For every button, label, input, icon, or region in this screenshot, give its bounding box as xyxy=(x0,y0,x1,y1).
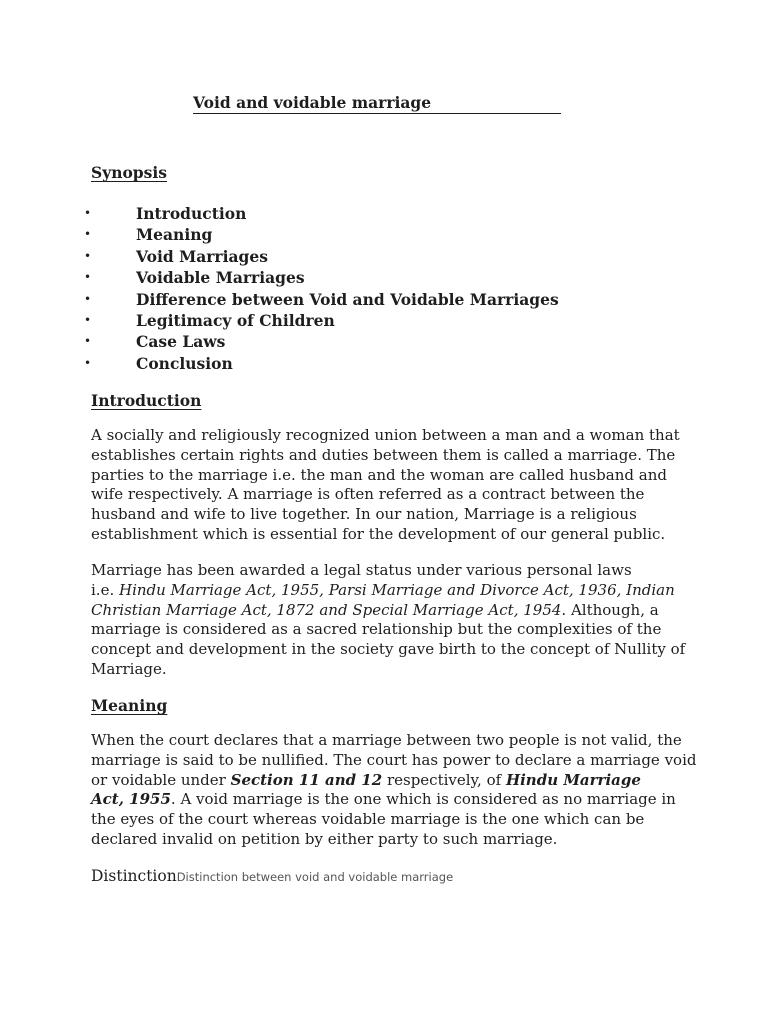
paragraph-line: Marriage. xyxy=(91,659,167,678)
synopsis-item-legitimacy: Legitimacy of Children xyxy=(136,310,335,330)
paragraph-line xyxy=(91,601,691,621)
bullet-icon: • xyxy=(84,248,92,263)
synopsis-item-introduction: Introduction xyxy=(136,204,247,223)
synopsis-item-difference: Difference between Void and Voidable Marriages xyxy=(136,289,559,309)
statute-citation: Hindu Marriage Act, 1955, Parsi Marriage and Divorce Act, 1936, Indian xyxy=(118,580,675,599)
synopsis-item-conclusion: Conclusion xyxy=(136,353,233,373)
bullet-icon: • xyxy=(84,312,92,327)
bullet-icon: • xyxy=(84,206,92,220)
bullet-icon: • xyxy=(84,227,92,242)
paragraph-line: A socially and religiously recognized union between a man and a woman that xyxy=(91,426,680,444)
paragraph-line: Marriage has been awarded a legal status under various personal laws xyxy=(91,561,632,579)
meaning-heading: Meaning xyxy=(91,696,168,715)
bullet-icon: • xyxy=(84,291,92,306)
document-title: Void and voidable marriage xyxy=(193,93,561,114)
statute-citation: Act, 1955 xyxy=(91,790,171,809)
introduction-heading: Introduction xyxy=(91,391,202,410)
paragraph-line: concept and development in the society gave birth to the concept of Nullity of xyxy=(91,640,686,659)
synopsis-item-case-laws: Case Laws xyxy=(136,332,226,352)
distinction-heading: Distinction xyxy=(91,867,177,885)
text-run: or voidable under xyxy=(91,770,231,789)
paragraph-line: wife respectively. A marriage is often referred as a contract between the xyxy=(91,485,645,504)
statute-citation: Hindu Marriage xyxy=(505,770,641,789)
text-run: i.e. xyxy=(91,580,119,599)
synopsis-item-meaning: Meaning xyxy=(136,225,213,245)
meaning-paragraph xyxy=(91,731,697,850)
paragraph-line: When the court declares that a marriage between two people is not valid, the xyxy=(91,731,682,749)
introduction-paragraph-1 xyxy=(91,426,691,545)
synopsis-item-voidable-marriages: Voidable Marriages xyxy=(136,268,305,288)
paragraph-line: marriage is said to be nullified. The court has power to declare a marriage void xyxy=(91,750,697,769)
paragraph-line: the eyes of the court whereas voidable marriage is the one which can be xyxy=(91,810,645,829)
paragraph-line xyxy=(91,581,691,601)
paragraph-line xyxy=(91,771,691,791)
paragraph-line: parties to the marriage i.e. the man and the woman are called husband and xyxy=(91,465,667,484)
statute-citation: Christian Marriage Act, 1872 and Special Marriage Act, 1954 xyxy=(91,600,562,619)
bullet-icon: • xyxy=(84,270,92,285)
paragraph-line: establishment which is essential for the development of our general public. xyxy=(91,524,666,543)
paragraph-line: husband and wife to live together. In our nation, Marriage is a religious xyxy=(91,505,637,524)
text-run: . A void marriage is the one which is considered as no marriage in xyxy=(170,790,676,809)
paragraph-line: marriage is considered as a sacred relationship but the complexities of the xyxy=(91,620,662,639)
paragraph-line: establishes certain rights and duties between them is called a marriage. The xyxy=(91,445,676,464)
bullet-icon: • xyxy=(84,334,92,349)
distinction-caption: Distinction between void and voidable marriage xyxy=(176,870,454,884)
text-run: respectively, of xyxy=(382,770,506,789)
bullet-icon: • xyxy=(84,355,92,370)
synopsis-heading: Synopsis xyxy=(91,163,167,182)
synopsis-item-void-marriages: Void Marriages xyxy=(136,246,268,266)
distinction-line xyxy=(91,866,453,887)
paragraph-line xyxy=(91,790,691,810)
section-citation: Section 11 and 12 xyxy=(230,770,383,789)
introduction-paragraph-2 xyxy=(91,561,691,680)
text-run: . Although, a xyxy=(561,600,659,619)
paragraph-line: declared invalid on petition by either party to such marriage. xyxy=(91,829,558,848)
